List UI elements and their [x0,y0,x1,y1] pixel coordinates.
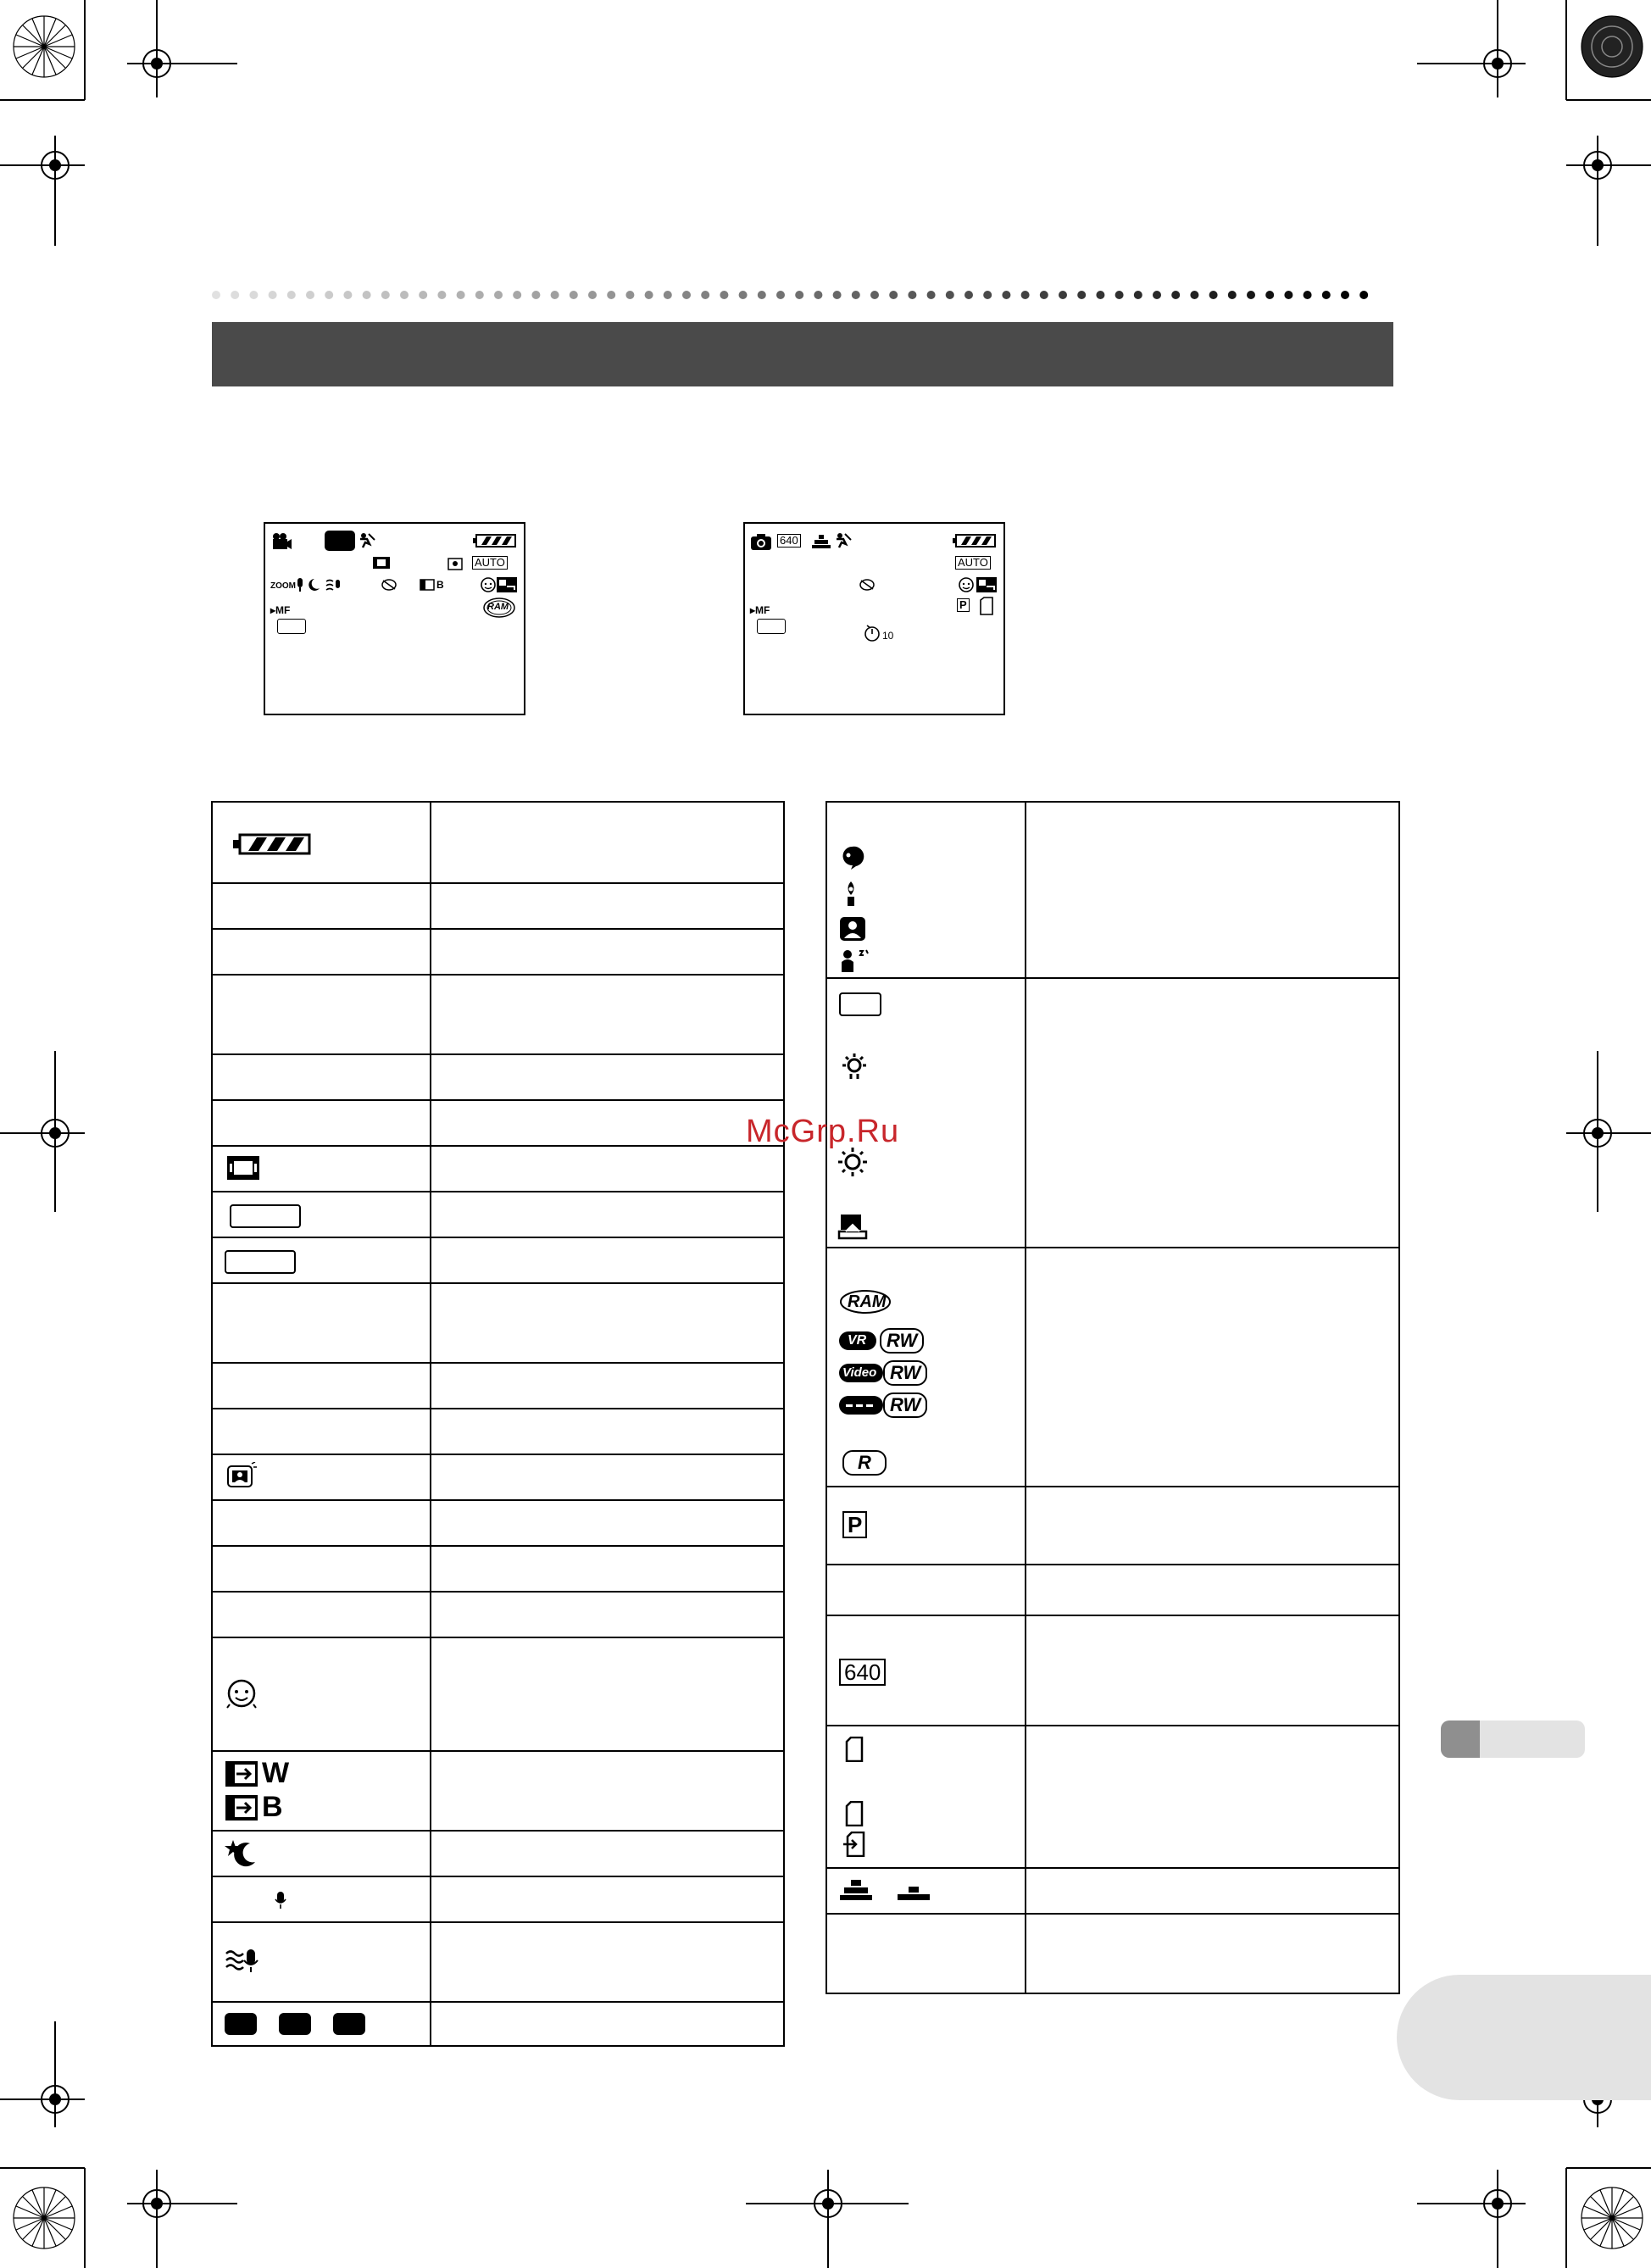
rule-dot [287,291,296,299]
card-icon-2 [844,1801,864,1826]
microphone-icon [274,1891,287,1909]
card-access-icon [842,1832,868,1857]
protect-p-icon: P [842,1511,867,1538]
backlight-icon [447,556,465,571]
table-row [213,1053,783,1101]
scene-sports-icon [357,532,375,549]
rule-dot [852,291,860,299]
card-icon [844,1737,864,1762]
rule-dot [814,291,822,299]
table-row [213,1750,783,1832]
auto-indicator: AUTO [472,556,508,570]
dotted-rule [208,286,1394,303]
sports-scene-icon [839,948,870,974]
disc-rw-label: RW [880,1328,924,1354]
quality-normal-icon [897,1886,931,1901]
night-view-icon [225,1838,258,1869]
lcd-display-photo-mode [743,522,1005,715]
rule-dot [889,291,898,299]
auto-indicator-photo: AUTO [955,556,991,570]
table-row [827,1725,1398,1869]
digital-effect-icon [381,578,397,592]
rule-dot [1228,291,1237,299]
surf-snow-scene-icon [839,916,866,942]
section-header-band [212,322,1393,386]
video-camera-icon [270,532,292,551]
fade-black-label: B [262,1791,283,1823]
table-row [213,1282,783,1364]
quality-icon [811,534,831,549]
rule-dot [437,291,446,299]
white-balance-icon [496,576,518,593]
table-row [213,1099,783,1147]
rule-dot [1171,291,1180,299]
rule-dot [776,291,785,299]
fade-white-icon [225,1760,258,1787]
page-number-tab [1397,1975,1651,2100]
record-mode-block-3 [333,2013,365,2035]
rule-dot [1209,291,1218,299]
stabilizer-icon [226,1155,260,1181]
rule-dot [531,291,540,299]
rule-dot [870,291,879,299]
rule-dot [1190,291,1198,299]
mf-indicator: ▸MF [270,604,291,616]
disc-ram-label: RAM [487,602,509,612]
zoom-indicator: ZOOM [270,581,296,591]
wind-cut-icon [225,1947,260,1974]
watermark-text: McGrp.Ru [746,1114,900,1149]
fade-black-icon [225,1794,258,1821]
rule-dot [269,291,277,299]
rule-dot [381,291,390,299]
table-row [213,1362,783,1409]
disc-unformatted-dashes [846,1404,876,1407]
white-balance-auto-box [839,992,881,1016]
lcd-display-video-mode [264,522,525,715]
rule-dot [513,291,521,299]
spotlight-scene-icon [842,881,859,908]
scene-sports-icon-photo [833,532,852,549]
rule-dot [1304,291,1312,299]
rule-dot [964,291,973,299]
table-row [827,977,1398,1248]
rule-dot [795,291,803,299]
indicator-table-left [211,801,785,2047]
focus-bar-box [277,619,306,634]
table-row [213,1830,783,1877]
self-timer-icon [864,624,882,642]
mf-indicator-photo: ▸MF [750,604,770,616]
rule-dot [645,291,653,299]
soft-skin-icon [479,576,498,593]
rule-dot [833,291,842,299]
table-row [213,974,783,1055]
rule-dot [1284,291,1292,299]
portrait-scene-icon [839,845,864,870]
indicator-table-right [826,801,1400,1994]
resolution-640-icon: 640 [839,1659,886,1686]
rule-dot [231,291,239,299]
rule-dot [1096,291,1104,299]
table-row [827,1486,1398,1565]
table-row [213,1237,783,1284]
indoor-light-icon [839,1052,870,1082]
rule-dot [682,291,691,299]
rule-dot [1134,291,1142,299]
battery-icon [473,534,517,548]
record-mode-block-2 [279,2013,311,2035]
self-timer-value: 10 [882,630,894,642]
table-row [213,882,783,930]
record-mode-block [325,531,355,551]
rule-dot [758,291,766,299]
rule-dot [664,291,672,299]
disc-rw-label-2: RW [883,1360,927,1386]
fade-white-label: W [262,1757,290,1789]
quality-fine-icon [839,1879,873,1901]
rule-dot [1002,291,1010,299]
focus-box-icon-2 [225,1250,296,1274]
table-row [213,1591,783,1638]
rule-dot [494,291,503,299]
rule-dot [1359,291,1368,299]
rule-dot [927,291,936,299]
rule-dot [908,291,916,299]
stabilizer-icon [372,556,391,570]
soft-skin-icon [225,1679,258,1709]
table-row [213,1876,783,1923]
battery-icon-photo [953,534,997,548]
rule-dot [570,291,578,299]
table-row [213,1637,783,1752]
table-row [213,1499,783,1547]
rule-dot [607,291,615,299]
rule-dot [946,291,954,299]
rule-dot [1247,291,1255,299]
disc-ram-label: RAM [848,1292,887,1311]
rule-dot [1115,291,1124,299]
chapter-tab-marker [1441,1720,1480,1758]
rule-dot [1040,291,1048,299]
rule-dot [588,291,597,299]
table-row [213,1408,783,1455]
rule-dot [1059,291,1067,299]
record-mode-block-1 [225,2013,257,2035]
disc-video-label: Video [842,1365,877,1380]
table-row [827,1913,1398,1993]
rule-dot [1341,291,1349,299]
table-row [213,1145,783,1192]
backlight-icon [226,1462,257,1489]
rule-dot [249,291,258,299]
still-camera-icon [750,532,772,551]
rule-dot [306,291,314,299]
rule-dot [325,291,333,299]
disc-r-label: R [842,1450,887,1476]
disc-rw-label-3: RW [883,1392,927,1418]
table-row [213,1545,783,1593]
table-row [827,1564,1398,1616]
rule-dot [1322,291,1331,299]
rule-dot [419,291,427,299]
table-row [827,1615,1398,1726]
battery-icon [233,833,311,855]
rule-dot [1153,291,1161,299]
rule-dot [400,291,409,299]
mf-label-photo: MF [755,604,770,616]
outdoor-sun-icon [837,1147,868,1177]
rule-dot [983,291,992,299]
fade-b-label: B [436,579,444,591]
rule-dot [1077,291,1086,299]
rule-dot [720,291,728,299]
focus-box-icon [230,1204,301,1228]
manual-white-balance-icon [837,1213,868,1240]
table-row [213,1921,783,2003]
rule-dot [625,291,634,299]
rule-dot [343,291,352,299]
rule-dot [457,291,465,299]
mf-label: MF [275,604,291,616]
white-balance-icon-photo [976,576,998,593]
resolution-indicator: 640 [777,534,801,548]
table-row [213,928,783,976]
disc-vr-label: VR [848,1333,867,1348]
rule-dot [1021,291,1030,299]
card-icon [979,597,994,615]
rule-dot [212,291,220,299]
soft-skin-icon-photo [957,576,976,593]
focus-bar-box-photo [757,619,786,634]
rule-dot [551,291,559,299]
fade-icon [420,578,436,592]
rule-dot [739,291,748,299]
mic-night-wind-icons [296,576,343,593]
rule-dot [701,291,709,299]
protect-p-indicator: P [957,598,970,612]
rule-dot [475,291,484,299]
digital-effect-icon-photo [859,578,876,592]
table-row [827,803,1398,977]
rule-dot [1265,291,1274,299]
table-row [213,1454,783,1501]
rule-dot [363,291,371,299]
